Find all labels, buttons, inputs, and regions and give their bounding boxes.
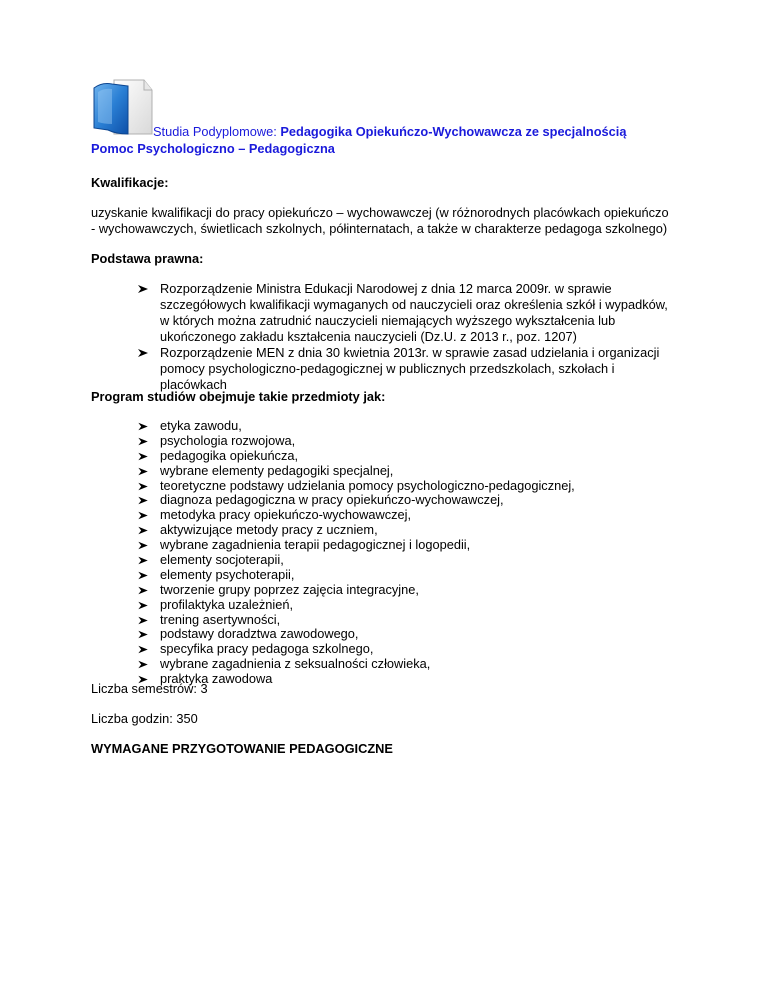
subject-label: praktyka zawodowa: [160, 671, 273, 687]
subject-item: [137, 627, 575, 642]
arrow-bullet-icon: [137, 523, 151, 538]
subject-item: [137, 553, 575, 568]
subject-label: wybrane zagadnienia z seksualności człowieka,: [160, 656, 431, 672]
subject-item: [137, 568, 575, 583]
subject-label: tworzenie grupy poprzez zajęcia integracyjne,: [160, 581, 419, 597]
list-item: [137, 345, 668, 393]
subject-item: [137, 464, 575, 479]
subject-label: wybrane elementy pedagogiki specjalnej,: [160, 462, 394, 478]
qualifications-text: [91, 205, 691, 237]
legal-item-line: w których można zatrudnić nauczycieli niemających wyższego wykształcenia lub: [160, 313, 616, 328]
arrow-bullet-icon: [137, 568, 151, 583]
subject-item: [137, 449, 575, 464]
subject-item: [137, 434, 575, 449]
title-specialization: Pomoc Psychologiczno – Pedagogiczna: [91, 141, 335, 156]
subject-item: [137, 493, 575, 508]
arrow-bullet-icon: [137, 642, 151, 657]
qualifications-line: uzyskanie kwalifikacji do pracy opiekuńczo – wychowawczej (w różnorodnych placówkach opiekuńczo: [91, 205, 669, 220]
subject-item: [137, 419, 575, 434]
subject-label: pedagogika opiekuńcza,: [160, 447, 299, 463]
qualifications-heading: Kwalifikacje:: [91, 175, 169, 190]
legal-item-line: placówkach: [160, 377, 227, 392]
legal-item-line: pomocy psychologiczno-pedagogicznej w publicznych przedszkolach, szkołach i: [160, 361, 615, 376]
page-title: [153, 124, 626, 140]
document-icon: [92, 78, 154, 138]
subject-label: psychologia rozwojowa,: [160, 432, 296, 448]
subject-label: metodyka pracy opiekuńczo-wychowawczej,: [160, 507, 412, 523]
subject-label: elementy psychoterapii,: [160, 566, 295, 582]
arrow-bullet-icon: [137, 538, 151, 553]
subject-label: diagnoza pedagogiczna w pracy opiekuńczo-wychowawczej,: [160, 492, 504, 508]
subject-label: aktywizujące metody pracy z uczniem,: [160, 522, 378, 538]
subject-item: [137, 613, 575, 628]
subject-label: teoretyczne podstawy udzielania pomocy psychologiczno-pedagogicznej,: [160, 477, 575, 493]
legal-item-line: Rozporządzenie MEN z dnia 30 kwietnia 2013r. w sprawie zasad udzielania i organizacji: [160, 345, 660, 360]
legal-basis-list: [137, 281, 668, 393]
arrow-bullet-icon: [137, 553, 151, 568]
subject-item: [137, 538, 575, 553]
legal-item-line: szczegółowych kwalifikacji wymaganych od nauczycieli oraz określenia szkół i wypadków,: [160, 297, 668, 312]
arrow-bullet-icon: [137, 434, 151, 449]
arrow-bullet-icon: [137, 598, 151, 613]
qualifications-line: - wychowawczych, świetlicach szkolnych, półinternatach, a także w charakterze pedagoga szkolnego): [91, 221, 668, 236]
subject-item: [137, 479, 575, 494]
subject-label: podstawy doradztwa zawodowego,: [160, 626, 359, 642]
title-prefix: Studia Podyplomowe:: [153, 124, 281, 139]
arrow-bullet-icon: [137, 657, 151, 672]
subject-item: [137, 657, 575, 672]
semesters-count: Liczba semestrów: 3: [91, 681, 208, 696]
subject-item: [137, 508, 575, 523]
requirement-heading: WYMAGANE PRZYGOTOWANIE PEDAGOGICZNE: [91, 741, 393, 756]
subject-item: [137, 642, 575, 657]
arrow-bullet-icon: [137, 449, 151, 464]
list-item: [137, 281, 668, 345]
arrow-bullet-icon: [137, 627, 151, 642]
subject-label: profilaktyka uzależnień,: [160, 596, 294, 612]
arrow-bullet-icon: [137, 345, 151, 361]
subjects-list: [137, 419, 575, 687]
arrow-bullet-icon: [137, 281, 151, 297]
subject-item: [137, 523, 575, 538]
subject-label: etyka zawodu,: [160, 418, 242, 433]
legal-item-line: ukończonego zakładu kształcenia nauczycieli (Dz.U. z 2013 r., poz. 1207): [160, 329, 577, 344]
arrow-bullet-icon: [137, 419, 151, 434]
legal-basis-heading: Podstawa prawna:: [91, 251, 204, 266]
hours-count: Liczba godzin: 350: [91, 711, 198, 726]
arrow-bullet-icon: [137, 613, 151, 628]
title-program-name: Pedagogika Opiekuńczo-Wychowawcza ze specjalnością: [280, 124, 627, 139]
program-heading: Program studiów obejmuje takie przedmioty jak:: [91, 389, 386, 404]
subject-item: [137, 583, 575, 598]
subject-item: [137, 598, 575, 613]
arrow-bullet-icon: [137, 493, 151, 508]
subject-label: specyfika pracy pedagoga szkolnego,: [160, 641, 374, 657]
arrow-bullet-icon: [137, 508, 151, 523]
legal-item-line: Rozporządzenie Ministra Edukacji Narodowej z dnia 12 marca 2009r. w sprawie: [160, 281, 612, 296]
arrow-bullet-icon: [137, 464, 151, 479]
subject-label: elementy socjoterapii,: [160, 552, 284, 568]
subject-label: trening asertywności,: [160, 611, 281, 627]
arrow-bullet-icon: [137, 479, 151, 494]
arrow-bullet-icon: [137, 583, 151, 598]
subject-label: wybrane zagadnienia terapii pedagogicznej i logopedii,: [160, 537, 471, 553]
